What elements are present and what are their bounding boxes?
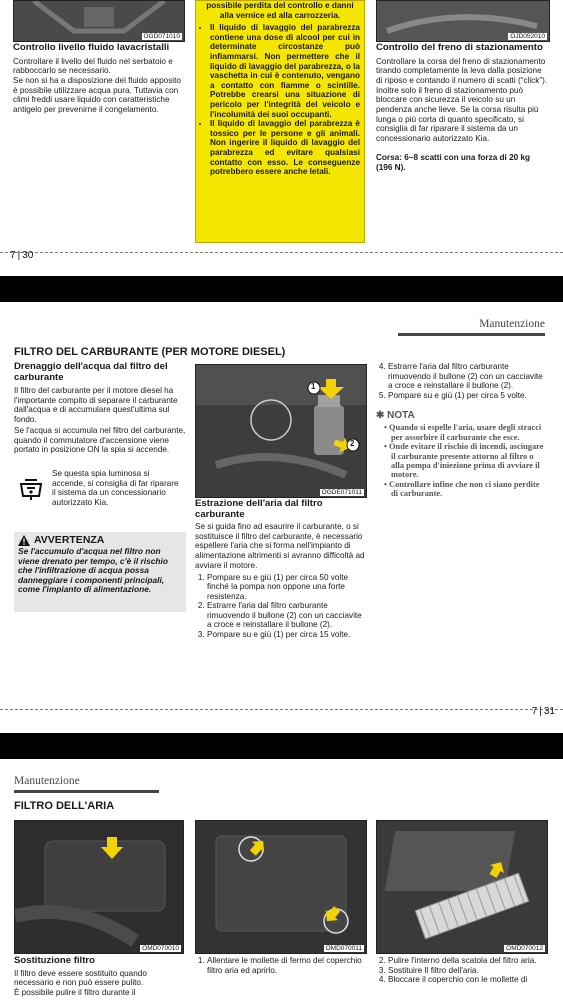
air-bleed-continued [376,362,548,499]
water-drain-paragraph-3: Se questa spia luminosa si accende, si consiglia di far riparare il sistema da un concessionario autorizzato Kia. [52,469,179,508]
parking-brake-photo [376,0,550,42]
nota-item: • Controllare infine che non ci siano perdite di carburante. [384,479,540,499]
air-filter-image-1 [15,821,183,953]
photo-caption: OGDE071011 [321,489,362,496]
marker-2: 2 [350,439,355,448]
photo-caption: OMD070012 [506,945,543,952]
washer-paragraph-1: Controllare il livello del fluido nel serbatoio e rabboccarlo se necessario. [13,56,173,76]
air-filter-image-3 [377,821,547,953]
running-header: Manutenzione [14,775,80,787]
filter-replacement-paragraph-2: È possibile pulire il filtro durante il [14,987,136,997]
page-divider [0,252,563,253]
photo-caption: OJD052010 [510,33,545,40]
photo-caption: OMD070011 [325,945,362,952]
fuel-filter-photo [195,364,367,498]
page-num: 30 [22,250,34,261]
section-title: FILTRO DELL'ARIA [14,800,115,812]
warning-lamp-icon [15,476,47,502]
photo-caption: OMD070010 [142,945,179,952]
nota-list [376,423,548,498]
page-number: 7 | 30 [10,250,34,261]
filter-step-3: 3. Sostituire Il filtro dell'aria. [388,966,548,976]
warning-box [14,532,186,612]
filter-replacement-title: Sostituzione filtro [14,955,96,966]
water-drain-paragraph-2: Se l'acqua si accumula nel filtro del carburante, quando il commutatore d'accensione viene portato in posizione ON la spia si accende. [14,425,186,455]
air-bleed-paragraph: Se si guida fino ad esaurire il carburante, o si sostituisce il filtro del carburante, è necessario espellere l'aria che si forma nell'impianto di alimentazione altrimenti si avranno difficoltà ad avviare il motore. [195,522,365,570]
warning-box-yellow [195,0,365,243]
filter-step-2: 2. Pulire l'interno della scatola del filtro aria. [388,956,548,966]
parking-brake-title: Controllo del freno di stazionamento [376,42,543,53]
warning-title: AVVERTENZA [34,534,105,546]
air-bleed-step-2: 2. Estrarre l'aria dal filtro carburante rimuovendo il bullone (2) con un cacciavite a croce e reinstallare il bullone (2). [207,601,367,630]
section-title: FILTRO DEL CARBURANTE (PER MOTORE DIESEL) [14,346,286,358]
air-bleed-section [195,499,367,640]
washer-title: Controllo livello fluido lavacristalli [13,42,170,53]
air-bleed-step-1: 1. Pompare su e giù (1) per circa 50 volte finché la pompa non oppone una forte resistenza. [207,573,367,602]
filter-replacement-section [14,956,186,998]
header-rule [14,790,159,793]
warning-text: Se l'accumulo d'acqua nel filtro non viene drenato per tempo, c'è il rischio che l'infiltrazione di acqua possa danneggiare i componenti principali, come l'impianto di alimentazione. [18,546,168,595]
air-bleed-step-5: 5. Pompare su e giù (1) per circa 5 volte. [388,391,548,401]
marker-1: 1 [311,382,316,391]
running-header: Manutenzione [479,318,545,330]
water-drain-paragraph-1: Il filtro del carburante per il motore diesel ha l'importante compito di separare il carburante dall'acqua e di accumulare quest'ultima sul fondo. [14,386,178,425]
air-filter-photo-2 [195,820,367,954]
parking-brake-paragraph: Controllare la corsa del freno di stazionamento tirando completamente la leva dalla posizione di riposo e contando il numero di scatti (“click”). Inoltre solo il freno di stazionamento può bloccare con sicurezza il veicolo su un pendenza anche lieve. Se la corsa risulta più lunga o più corta di quanto specificato, si consiglia di far riparare il sistema da un concessionario autorizzato Kia. [376,56,548,144]
page-chapter: 7 [531,706,538,717]
filter-steps-left [195,956,367,975]
washer-section [13,43,185,115]
air-bleed-step-3: 3. Pompare su e giù (1) per circa 15 volte. [207,630,367,640]
page-number: 7 | 31 [531,706,555,717]
filter-steps-right [376,956,548,985]
nota-item: • Onde evitare il rischio di incendi, asciugare il carburante presente attorno al filtro o alla pompa d'iniezione prima di avviare il motore. [384,442,544,480]
air-filter-image-2 [196,821,366,953]
filter-step-4: 4. Bloccare il coperchio con le mollette di [388,975,548,985]
warning-intro: possibile perdita del controllo e danni alla vernice ed alla carrozzeria. [206,1,354,20]
header-rule [398,333,545,336]
page-gap-bar [0,733,563,759]
photo-caption: OGD071010 [143,33,180,40]
nota-title: ✱ NOTA [376,410,415,422]
water-drain-title: Drenaggio dell'acqua dal filtro del carburante [14,361,168,383]
page-num: 31 [543,706,555,717]
washer-fluid-photo [13,0,185,42]
air-bleed-title: Estrazione dell'aria dal filtro carburante [195,498,323,520]
page-chapter: 7 [10,250,16,261]
air-filter-photo-1 [14,820,184,954]
warning-bullet-1: • Il liquido di lavaggio del parabrezza contiene una dose di alcool per cui in determinate circostanze può infiammarsi. Non permettere che il liquido di lavaggio del parabrezza, o la vaschetta in cui è contenuto, vengano a contatto con fiamme o scintille. Potrebbe crearsi una situazione di pericolo per l'integrità del veicolo e l'incolumità dei suoi occupanti. [210,23,360,119]
air-filter-photo-3 [376,820,548,954]
page-gap-bar [0,276,563,302]
air-bleed-step-4: 4. Estrarre l'aria dal filtro carburante rimuovendo il bullone (2) con un cacciavite a croce e reinstallare il bullone (2). [388,362,548,391]
page-divider [0,709,563,710]
filter-replacement-paragraph-1: Il filtro deve essere sostituito quando necessario e non può essere pulito. [14,968,147,988]
filter-step-1: 1. Allentare le mollette di fermo del coperchio filtro aria ed aprirlo. [207,956,367,975]
warning-triangle-icon [18,535,30,546]
warning-bullet-2: • Il liquido di lavaggio del parabrezza è tossico per le persone e gli animali. Non ingerire il liquido di lavaggio del parabrezza ed evitare qualsiasi contatto con esso. Le conseguenze potrebbero essere anche letali. [210,119,360,177]
washer-paragraph-2: Se non si ha a disposizione del fluido apposito è possibile utilizzare acqua pura. Tuttavia con climi freddi usare liquido con caratteristiche antigelo per prevenirne il congelamento. [13,75,181,115]
parking-brake-section [376,43,548,172]
fuel-filter-image [196,365,366,497]
water-drain-section [14,362,186,455]
parking-brake-spec: Corsa: 6~8 scatti con una forza di 20 kg (196 N). [376,152,531,172]
nota-item: • Quando si espelle l'aria, usare degli stracci per assorbire il carburante che esce. [384,423,542,442]
